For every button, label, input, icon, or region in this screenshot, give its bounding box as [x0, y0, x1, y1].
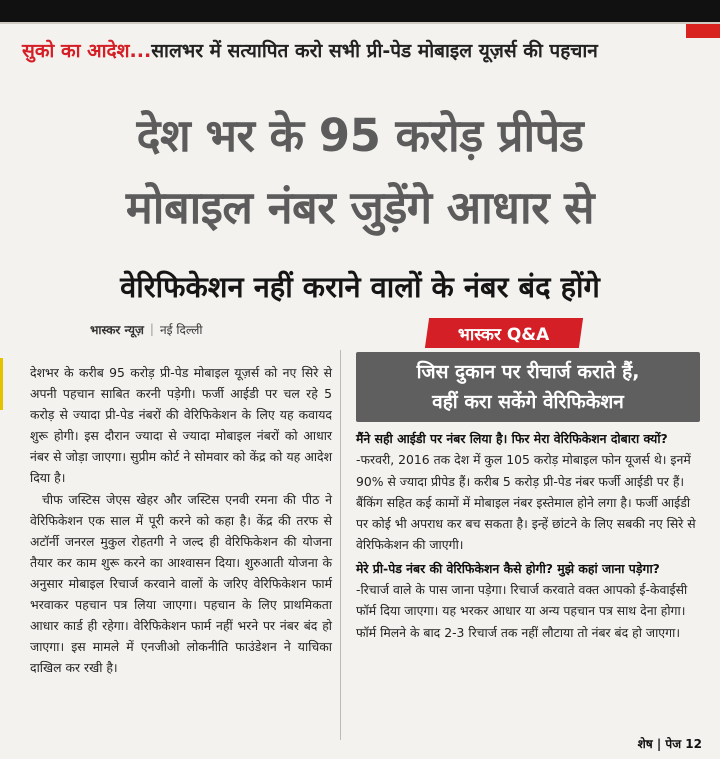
- qa-column: [356, 428, 702, 728]
- byline-place: नई दिल्ली: [159, 322, 203, 337]
- qa-question-1: मैंने सही आईडी पर नंबर लिया है। फिर मेरा वेरिफिकेशन दोबारा क्यों?: [356, 431, 668, 446]
- qa-heading-box: [356, 352, 700, 422]
- column-divider: [340, 350, 341, 740]
- byline-source: भास्कर न्यूज़: [90, 322, 144, 337]
- headline-line-1: देश भर के 95 करोड़ प्रीपेड: [136, 109, 584, 162]
- qa-heading-line-2: वहीं करा सकेंगे वेरिफिकेशन: [432, 391, 624, 413]
- top-dark-strip: [0, 0, 720, 22]
- headline-line-2: मोबाइल नंबर जुड़ेंगे आधार से: [125, 181, 595, 234]
- article-paragraph-1: देशभर के करीब 95 करोड़ प्री-पेड मोबाइल यूज़र्स को नए सिरे से अपनी पहचान साबित करनी पड़ेगी। फर्जी आईडी पर चल रहे 5 करोड़ से ज्यादा प्री-पेड नंबरों की वेरिफिकेशन के लिए यह कवायद शुरू होगी। इस दौरान ज्यादा से ज्यादा मोबाइल नंबरों को आधार नंबर से जोड़ा जाएगा। सुप्रीम कोर्ट ने सोमवार को केंद्र को यह आदेश दिया है।: [30, 365, 332, 486]
- headline: [10, 100, 710, 244]
- left-accent-bar: [0, 358, 3, 410]
- subheadline: वेरिफिकेशन नहीं कराने वालों के नंबर बंद होंगे: [120, 269, 600, 304]
- qa-answer-2: -रिचार्ज वाले के पास जाना पड़ेगा। रिचार्ज करवाते वक्त आपको ई-केवाईसी फॉर्म दिया जाएगा। यह भरकर आधार या अन्य पहचान पत्र साथ देना होगा। फॉर्म मिलने के बाद 2-3 रिचार्ज तक नहीं लौटाया तो नंबर बंद हो जाएगा।: [356, 582, 688, 640]
- continued-page-ref: शेष | पेज 12: [637, 737, 702, 751]
- article-paragraph-2: चीफ जस्टिस जेएस खेहर और जस्टिस एनवी रमना की पीठ ने वेरिफिकेशन एक साल में पूरी करने को कहा है। केंद्र की तरफ से अटॉर्नी जनरल मुकुल रोहतगी ने जल्द ही वेरिफिकेशन की योजना तैयार कर काम शुरू करने का आश्वासन दिया। शुरुआती योजना के अनुसार मोबाइल रिचार्ज करवाने वालों के जरिए वेरिफिकेशन फार्म भरवाकर पहचान पत्र लिया जाएगा। पहचान के लिए प्राथमिकता आधार कार्ड ही रहेगा। वेरिफिकेशन फार्म नहीं भरने पर नंबर बंद हो जाएगा। इस मामले में एनजीओ लोकनीति फाउंडेशन ने याचिका दाखिल कर रखी है।: [30, 491, 332, 676]
- kicker-text: सालभर में सत्यापित करो सभी प्री-पेड मोबाइल यूज़र्स की पहचान: [151, 40, 598, 62]
- byline: [90, 318, 330, 340]
- qa-question-2: मेरे प्री-पेड नंबर की वेरिफिकेशन कैसे होगी? मुझे कहां जाना पड़ेगा?: [356, 560, 660, 576]
- qa-badge: [425, 318, 583, 348]
- qa-heading-line-1: जिस दुकान पर रीचार्ज कराते हैं,: [416, 361, 640, 383]
- article-body: [30, 362, 332, 732]
- kicker-label: सुको का आदेश...: [22, 40, 152, 62]
- kicker-line: [22, 34, 702, 66]
- qa-answer-1: -फरवरी, 2016 तक देश में कुल 105 करोड़ मोबाइल फोन यूजर्स थे। इनमें 90% से ज्यादा प्रीपेड हैं। करीब 5 करोड़ प्री-पेड नंबर फर्जी आईडी पर हैं। बैंकिंग सहित कई कामों में मोबाइल नंबर इस्तेमाल होने लगा है। फर्जी आईडी पर कोई भी अपराध कर बच सकता है। इन्हें छांटने के लिए सबकी नए सिरे से वेरिफिकेशन की जाएगी।: [356, 452, 696, 553]
- qa-badge-label: भास्कर Q&A: [458, 324, 550, 345]
- byline-separator: |: [149, 322, 154, 336]
